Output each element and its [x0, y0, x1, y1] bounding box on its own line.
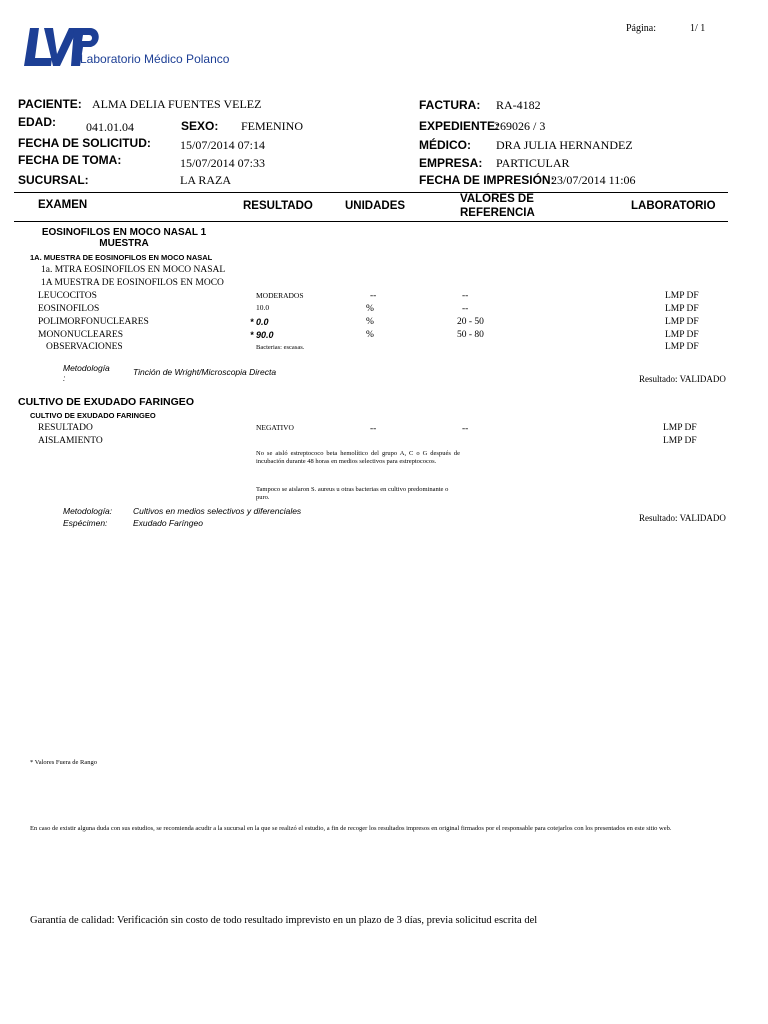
- section2-method-label: Metodología:: [63, 506, 113, 516]
- row-unit: --: [370, 424, 377, 434]
- row-name: LEUCOCITOS: [38, 291, 97, 301]
- sexo-value: FEMENINO: [241, 119, 303, 133]
- disclaimer: En caso de existir alguna duda con sus estudios, se recomienda acudir a la sucursal en la que se realizó el estudio, a fin de recoger los resultados impresos en original firmados por el responsable para cotejarlos con los presentados en este sitio web.: [30, 825, 672, 832]
- row-result: 10.0: [256, 303, 270, 312]
- section1-status: Resultado: VALIDADO: [639, 374, 726, 384]
- row-result: MODERADOS: [256, 291, 304, 300]
- row-result: NEGATIVO: [256, 423, 294, 432]
- row-name: EOSINOFILOS: [38, 304, 100, 314]
- section2-method: Cultivos en medios selectivos y diferenciales: [133, 506, 302, 516]
- row-lab: LMP DF: [665, 342, 699, 352]
- row-result: Bacterias: escasas.: [256, 344, 305, 351]
- expediente-label: EXPEDIENTE:: [419, 119, 500, 133]
- row-lab: LMP DF: [663, 423, 697, 433]
- section1-method-colon: :: [63, 373, 66, 383]
- sexo-label: SEXO:: [181, 119, 219, 133]
- section2-status: Resultado: VALIDADO: [639, 513, 726, 523]
- quality-guarantee: Garantía de calidad: Verificación sin costo de todo resultado imprevisto en un plazo de 3 días, previa solicitud escrita del: [30, 915, 538, 926]
- toma-value: 15/07/2014 07:33: [180, 156, 266, 170]
- row-result-out-of-range: * 90.0: [250, 330, 274, 340]
- page-number: 1/ 1: [690, 23, 706, 34]
- header-top-rule: [14, 192, 728, 193]
- toma-label: FECHA DE TOMA:: [18, 153, 122, 167]
- row-lab: LMP DF: [665, 291, 699, 301]
- section1-title-1: EOSINOFILOS EN MOCO NASAL 1: [41, 227, 207, 238]
- row-lab: LMP DF: [665, 317, 699, 327]
- row-unit: %: [366, 330, 374, 340]
- impresion-label: FECHA DE IMPRESIÓN:: [419, 173, 555, 187]
- sucursal-label: SUCURSAL:: [18, 173, 89, 187]
- col-valores-1: VALORES DE: [460, 193, 534, 205]
- col-laboratorio: LABORATORIO: [631, 200, 716, 212]
- section1-line-2: 1A MUESTRA DE EOSINOFILOS EN MOCO: [41, 278, 224, 288]
- lab-name: Laboratorio Médico Polanco: [80, 52, 230, 66]
- page-label: Página:: [626, 23, 656, 34]
- solicitud-label: FECHA DE SOLICITUD:: [18, 136, 151, 150]
- edad-label: EDAD:: [18, 115, 56, 129]
- impresion-value: 23/07/2014 11:06: [551, 173, 636, 187]
- col-valores-2: REFERENCIA: [460, 207, 535, 219]
- solicitud-value: 15/07/2014 07:14: [180, 138, 266, 152]
- col-examen: EXAMEN: [38, 199, 88, 211]
- section2-subtitle: CULTIVO DE EXUDADO FARINGEO: [30, 411, 156, 420]
- paciente-value: ALMA DELIA FUENTES VELEZ: [92, 97, 262, 111]
- section1-method-label: Metodología: [63, 363, 110, 373]
- sucursal-value: LA RAZA: [180, 173, 231, 187]
- out-of-range-note: * Valores Fuera de Rango: [30, 759, 98, 766]
- section2-specimen-label: Espécimen:: [63, 518, 108, 528]
- empresa-value: PARTICULAR: [496, 156, 570, 170]
- row-unit: %: [366, 317, 374, 327]
- row-result-out-of-range: * 0.0: [250, 317, 269, 327]
- col-unidades: UNIDADES: [345, 200, 406, 212]
- row-unit: --: [370, 291, 377, 301]
- row-unit: %: [366, 304, 374, 314]
- paciente-label: PACIENTE:: [18, 97, 82, 111]
- section1-line-1: 1a. MTRA EOSINOFILOS EN MOCO NASAL: [41, 265, 226, 275]
- factura-value: RA-4182: [496, 98, 541, 112]
- row-lab: LMP DF: [665, 304, 699, 314]
- header-bottom-rule: [14, 221, 728, 222]
- edad-value: 041.01.04: [86, 120, 134, 134]
- section1-subtitle: 1A. MUESTRA DE EOSINOFILOS EN MOCO NASAL: [30, 253, 213, 262]
- row-lab: LMP DF: [665, 330, 699, 340]
- row-name: OBSERVACIONES: [46, 342, 123, 352]
- medico-value: DRA JULIA HERNANDEZ: [496, 138, 633, 152]
- medico-label: MÉDICO:: [419, 138, 471, 152]
- row-name: AISLAMIENTO: [38, 436, 103, 446]
- row-name: POLIMORFONUCLEARES: [38, 317, 149, 327]
- row-ref: 20 - 50: [457, 317, 484, 327]
- row-ref: --: [462, 424, 469, 434]
- section1-title-2: MUESTRA: [99, 238, 149, 249]
- col-resultado: RESULTADO: [243, 200, 313, 212]
- row-lab: LMP DF: [663, 436, 697, 446]
- row-ref: 50 - 80: [457, 330, 484, 340]
- row-ref: --: [462, 291, 469, 301]
- factura-label: FACTURA:: [419, 98, 481, 112]
- section2-note-1: No se aisló estreptococo beta hemolítico del grupo A, C o G después de incubación durante 48 horas en medios selectivos para estreptococos.: [256, 450, 460, 465]
- section1-method: Tinción de Wright/Microscopia Directa: [133, 367, 277, 377]
- row-name: MONONUCLEARES: [38, 330, 123, 340]
- section2-title: CULTIVO DE EXUDADO FARINGEO: [18, 396, 194, 408]
- section2-note-2: Tampoco se aislaron S. aureus u otras bacterias en cultivo predominante o puro.: [256, 486, 449, 501]
- row-ref: --: [462, 304, 469, 314]
- empresa-label: EMPRESA:: [419, 156, 483, 170]
- section2-specimen: Exudado Faríngeo: [133, 518, 203, 528]
- expediente-value: 269026 / 3: [494, 119, 546, 133]
- row-name: RESULTADO: [38, 423, 93, 433]
